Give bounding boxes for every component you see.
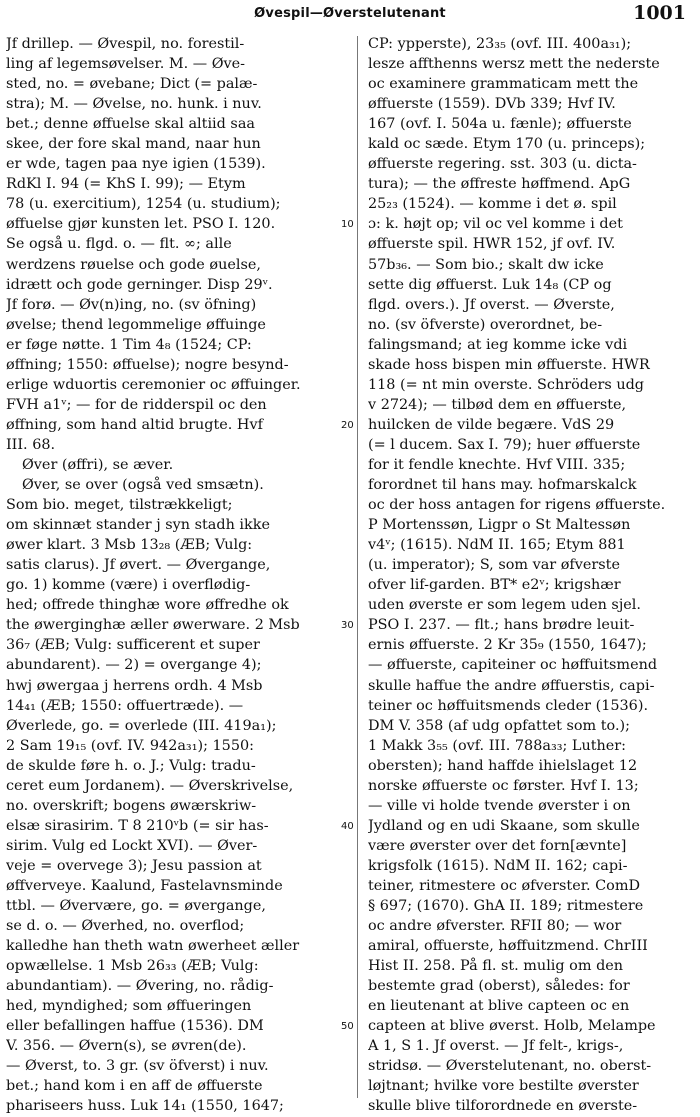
text-line: 36₇ (ÆB; Vulg: sufficerent et super bbox=[6, 637, 260, 654]
text-line: (u. imperator); S, som var øfverste bbox=[368, 557, 620, 574]
text-line: uden øverste er som legem uden sjel. bbox=[368, 597, 641, 614]
text-line: falingsmand; at ieg komme icke vdi bbox=[368, 336, 628, 353]
text-line: go. 1) komme (være) i overflødig- bbox=[6, 577, 251, 594]
text-line: hwj øwergaa j herrens ordh. 4 Msb bbox=[6, 677, 263, 694]
text-line: huilcken de vilde begære. VdS 29 bbox=[368, 416, 615, 433]
text-line: eller befallingen haffue (1536). DM bbox=[6, 1018, 264, 1035]
text-line: oc der hoss antagen for rigens øffuerste. bbox=[368, 497, 666, 514]
text-line: sted, no. = øvebane; Dict (= palæ- bbox=[6, 76, 258, 93]
column-divider bbox=[357, 36, 358, 1098]
text-line: — ville vi holde tvende øverster i on bbox=[368, 797, 631, 814]
text-line: 1 Makk 3₅₅ (ovf. III. 788a₃₃; Luther: bbox=[368, 737, 627, 754]
text-line: elsæ sirasirim. T 8 210ᵛb (= sir has- bbox=[6, 817, 269, 834]
line-marker: 30 bbox=[341, 620, 354, 632]
text-line: forordnet til hans may. hofmarskalck bbox=[368, 477, 637, 494]
text-line: phariseers huss. Luk 14₁ (1550, 1647; bbox=[6, 1098, 284, 1115]
text-line: P Mortenssøn, Ligpr o St Maltessøn bbox=[368, 517, 631, 534]
text-line: DM V. 358 (af udg opfattet som to.); bbox=[368, 717, 630, 734]
text-line: obersten); hand haffde ihielslaget 12 bbox=[368, 757, 638, 774]
text-line: skade hoss bispen min øffuerste. HWR bbox=[368, 356, 650, 373]
text-line: teiner, ritmestere oc øfverster. ComD bbox=[368, 877, 641, 894]
text-line: the øwerginghæ æller øwerware. 2 Msb bbox=[6, 617, 300, 634]
text-line: for it fendle knechte. Hvf VIII. 335; bbox=[368, 456, 626, 473]
text-line: norske øffuerste oc førster. Hvf I. 13; bbox=[368, 777, 639, 794]
text-line: løjtnant; hvilke vore bestilte øverster bbox=[368, 1078, 639, 1095]
text-line: skee, der fore skal mand, naar hun bbox=[6, 136, 261, 153]
text-line: erlige wduortis ceremonier oc øffuinger. bbox=[6, 376, 301, 393]
text-line: skulle haffue the andre øffuerstis, capi- bbox=[368, 677, 655, 694]
text-line: v 2724); — tilbød dem en øffuerste, bbox=[368, 396, 627, 413]
text-line: være øverster over det forn[ævnte] bbox=[368, 837, 627, 854]
text-line: krigsfolk (1615). NdM II. 162; capi- bbox=[368, 857, 628, 874]
text-line: Jydland og en udi Skaane, som skulle bbox=[368, 817, 640, 834]
text-line: V. 356. — Øvern(s), se øvren(de). bbox=[6, 1038, 247, 1055]
text-line: flgd. overs.). Jf overst. — Øverste, bbox=[368, 296, 615, 313]
text-line: 14₄₁ (ÆB; 1550: offuertræde). — bbox=[6, 697, 244, 714]
text-line: (= l ducem. Sax I. 79); huer øffuerste bbox=[368, 436, 641, 453]
text-line: Hist II. 258. På fl. st. mulig om den bbox=[368, 958, 624, 975]
text-line: sirim. Vulg ed Lockt XVI). — Øver- bbox=[6, 837, 258, 854]
text-line: PSO I. 237. — flt.; hans brødre leuit- bbox=[368, 617, 635, 634]
text-line: 2 Sam 19₁₅ (ovf. IV. 942a₃₁); 1550: bbox=[6, 737, 254, 754]
text-line: no. (sv öfverste) overordnet, be- bbox=[368, 316, 603, 333]
text-line: CP: ypperste), 23₃₅ (ovf. III. 400a₃₁); bbox=[368, 36, 632, 52]
text-line: no. overskrift; bogens øwærskriw- bbox=[6, 797, 257, 814]
text-line: øvelse; thend legommelige øffuinge bbox=[6, 316, 266, 333]
text-line: stridsø. — Øverstelutenant, no. oberst- bbox=[368, 1058, 652, 1075]
text-line: bet.; denne øffuelse skal altiid saa bbox=[6, 116, 255, 133]
text-line: er wde, tagen paa nye igien (1539). bbox=[6, 156, 266, 173]
text-line: bestemte grad (oberst), således: for bbox=[368, 978, 630, 995]
text-line: 118 (= nt min overste. Schröders udg bbox=[368, 376, 645, 393]
text-line: ofver lif-garden. BT* e2ᵛ; krigshær bbox=[368, 577, 621, 594]
text-line: ceret eum Jordanem). — Øverskrivelse, bbox=[6, 777, 294, 794]
text-line: oc andre øfverster. RFII 80; — wor bbox=[368, 918, 622, 935]
text-line: øffuerste regering. sst. 303 (u. dicta- bbox=[368, 156, 637, 173]
text-line: 25₂₃ (1524). — komme i det ø. spil bbox=[368, 196, 617, 213]
text-line: — Øverst, to. 3 gr. (sv öfverst) i nuv. bbox=[6, 1058, 269, 1075]
text-line: § 697; (1670). GhA II. 189; ritmestere bbox=[368, 898, 644, 915]
text-line: idrætt och gode gerninger. Disp 29ᵛ. bbox=[6, 276, 273, 293]
text-line: III. 68. bbox=[6, 436, 56, 453]
text-line: opwællelse. 1 Msb 26₃₃ (ÆB; Vulg: bbox=[6, 958, 259, 975]
text-line: tura); — the øffreste høffmend. ApG bbox=[368, 176, 631, 193]
text-line: v4ᵛ; (1615). NdM II. 165; Etym 881 bbox=[368, 537, 626, 554]
text-line: werdzens røuelse och gode øuelse, bbox=[6, 256, 261, 273]
text-line: Øverlede, go. = overlede (III. 419a₁); bbox=[6, 717, 277, 734]
text-line: de skulde føre h. o. J.; Vulg: tradu- bbox=[6, 757, 256, 774]
right-column bbox=[368, 34, 688, 1117]
text-line: veje = overvege 3); Jesu passion at bbox=[6, 857, 262, 874]
text-line: stra); M. — Øvelse, no. hunk. i nuv. bbox=[6, 96, 262, 113]
line-marker: 10 bbox=[341, 219, 354, 231]
text-line: hed; offrede thinghæ wore øffredhe ok bbox=[6, 597, 289, 614]
text-line: FVH a1ᵛ; — for de ridderspil oc den bbox=[6, 396, 267, 413]
text-line: om skinnæt stander j syn stadh ikke bbox=[6, 517, 270, 534]
text-line: kalledhe han theth watn øwerheet æller bbox=[6, 938, 300, 955]
text-line: — øffuerste, capiteiner oc høffuitsmend bbox=[368, 657, 658, 674]
text-line: øffuerste spil. HWR 152, jf ovf. IV. bbox=[368, 236, 616, 253]
text-line: 57b₃₆. — Som bio.; skalt dw icke bbox=[368, 256, 604, 273]
text-line: en lieutenant at blive capteen oc en bbox=[368, 998, 630, 1015]
text-line: Se også u. flgd. o. — flt. ∞; alle bbox=[6, 236, 232, 253]
text-line: A 1, S 1. Jf overst. — Jf felt-, krigs-, bbox=[368, 1038, 624, 1055]
text-line: abundantiam). — Øvering, no. rådig- bbox=[6, 978, 274, 995]
text-line: RdKl I. 94 (= KhS I. 99); — Etym bbox=[6, 176, 246, 193]
text-line: skulle blive tilforordnede en øverste- bbox=[368, 1098, 638, 1115]
text-line: amiral, offuerste, høffuitzmend. ChrIII bbox=[368, 938, 648, 955]
text-line: Jf forø. — Øv(n)ing, no. (sv öfning) bbox=[6, 296, 257, 313]
text-line: capteen at blive øverst. Holb, Melampe bbox=[368, 1018, 656, 1035]
text-line: Som bio. meget, tilstrækkeligt; bbox=[6, 497, 233, 514]
text-line: ernis øffuerste. 2 Kr 35₉ (1550, 1647); bbox=[368, 637, 647, 654]
text-line: øffning, som hand altid brugte. Hvf bbox=[6, 416, 263, 433]
text-line: Jf drillep. — Øvespil, no. forestil- bbox=[6, 36, 245, 52]
text-line: ttbl. — Øvervære, go. = øvergange, bbox=[6, 898, 266, 915]
text-line: kald oc sæde. Etym 170 (u. princeps); bbox=[368, 136, 646, 153]
page-number: 1001 bbox=[633, 2, 686, 24]
left-column bbox=[6, 34, 326, 1117]
text-line: ɔ: k. højt op; vil oc vel komme i det bbox=[368, 216, 623, 233]
text-line: 167 (ovf. I. 504a u. fænle); øffuerste bbox=[368, 116, 632, 133]
text-line: teiner oc høffuitsmends cleder (1536). bbox=[368, 697, 649, 714]
line-marker: 40 bbox=[341, 820, 354, 832]
line-marker: 20 bbox=[341, 419, 354, 431]
text-line: lesze affthenns wersz mett the nederste bbox=[368, 56, 660, 73]
text-line: bet.; hand kom i en aff de øffuerste bbox=[6, 1078, 263, 1095]
text-line: se d. o. — Øverhed, no. overflod; bbox=[6, 918, 245, 935]
line-marker: 50 bbox=[341, 1021, 354, 1033]
text-line: øwer klart. 3 Msb 13₂₈ (ÆB; Vulg: bbox=[6, 537, 253, 554]
text-line: Øver, se over (også ved smsætn). bbox=[22, 477, 264, 494]
running-head: Øvespil—Øverstelutenant bbox=[254, 6, 446, 21]
text-line: satis clarus). Jf øvert. — Øvergange, bbox=[6, 557, 271, 574]
text-line: oc examinere grammaticam mett the bbox=[368, 76, 639, 93]
page-header bbox=[0, 0, 700, 30]
text-line: øffuelse gjør kunsten let. PSO I. 120. bbox=[6, 216, 276, 233]
text-line: øffverveye. Kaalund, Fastelavnsminde bbox=[6, 877, 283, 894]
text-line: hed, myndighed; som øffueringen bbox=[6, 998, 252, 1015]
text-line: ling af legemsøvelser. M. — Øve- bbox=[6, 56, 246, 73]
text-line: Øver (øffri), se æver. bbox=[22, 456, 174, 473]
text-line: abundarent). — 2) = overgange 4); bbox=[6, 657, 262, 674]
text-line: øffuerste (1559). DVb 339; Hvf IV. bbox=[368, 96, 616, 113]
text-line: øffning; 1550: øffuelse); nogre besynd- bbox=[6, 356, 289, 373]
text-line: sette dig øffuerst. Luk 14₈ (CP og bbox=[368, 276, 612, 293]
text-line: 78 (u. exercitium), 1254 (u. studium); bbox=[6, 196, 281, 213]
text-line: er føge nøtte. 1 Tim 4₈ (1524; CP: bbox=[6, 336, 252, 353]
